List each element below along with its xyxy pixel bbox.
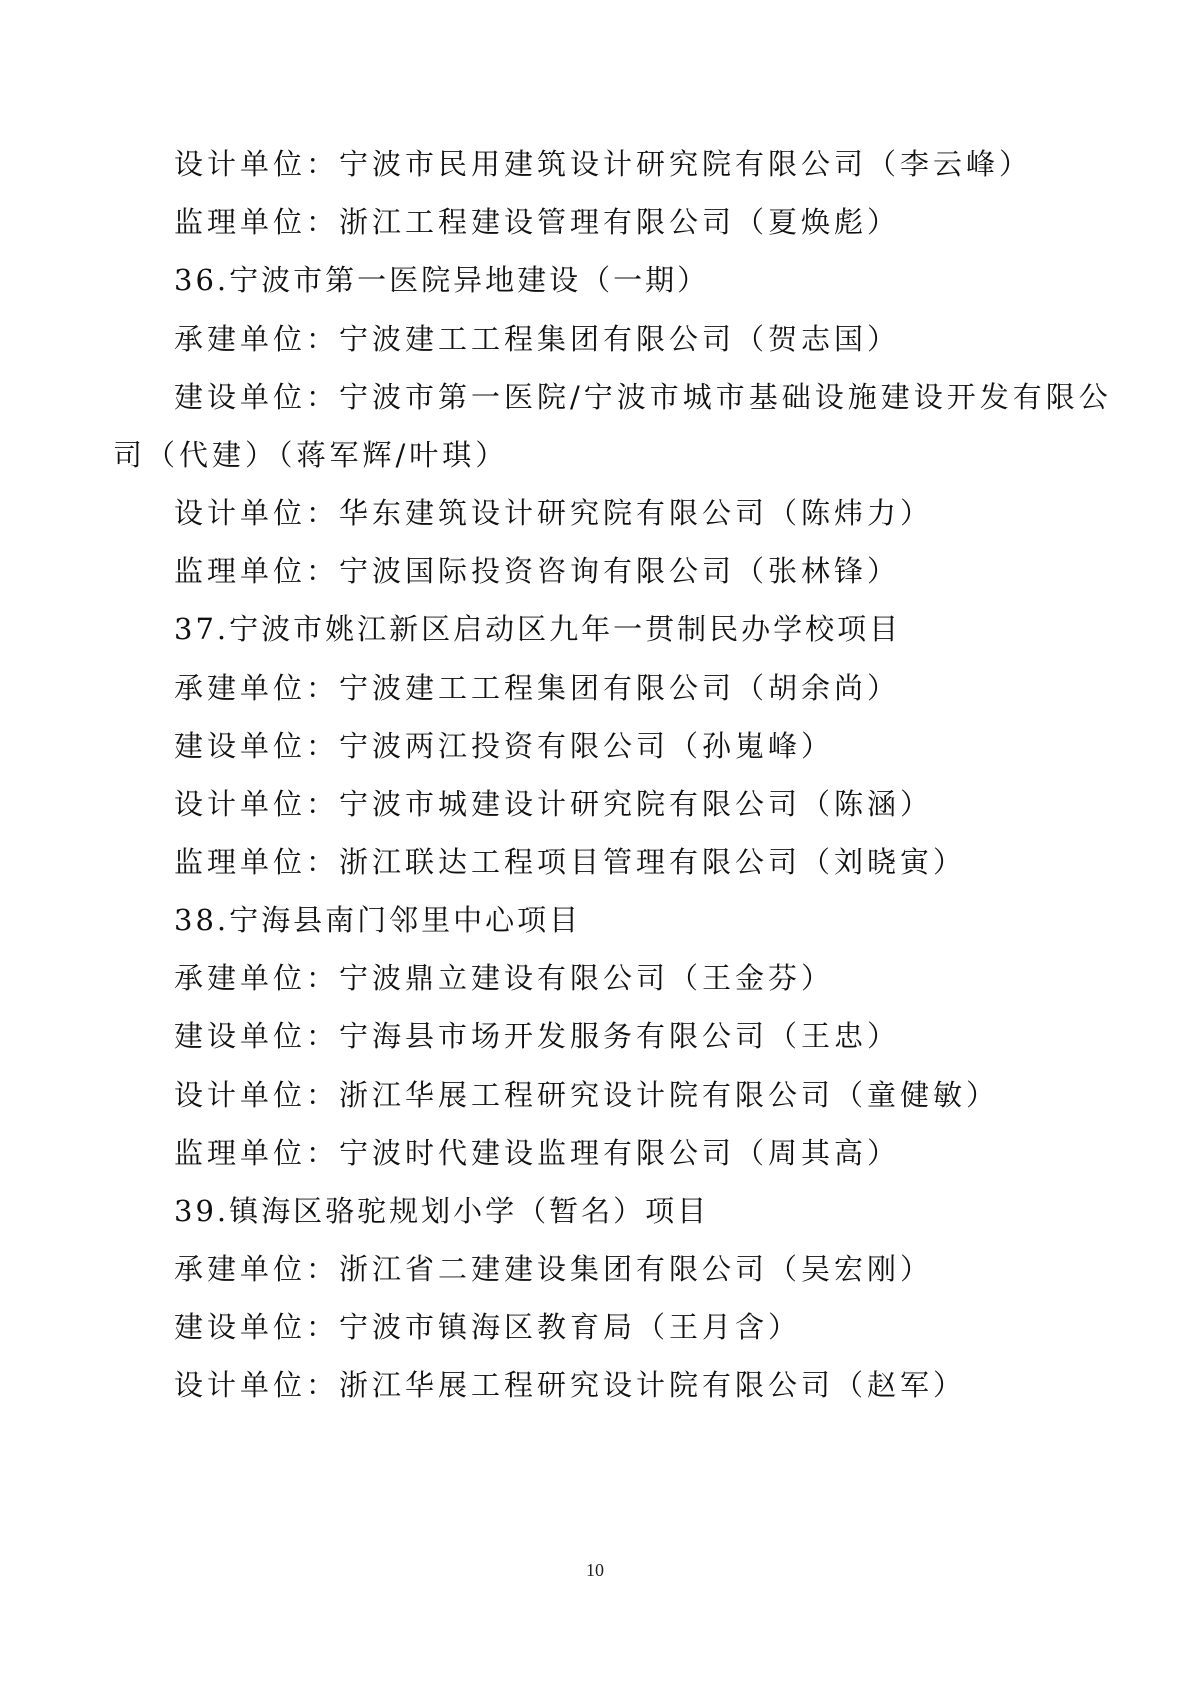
- designer-line: 设计单位：华东建筑设计研究院有限公司（陈炜力）: [174, 496, 934, 530]
- owner-line: 建设单位：宁海县市场开发服务有限公司（王忠）: [174, 1019, 901, 1053]
- designer-line: 设计单位：宁波市民用建筑设计研究院有限公司（李云峰）: [174, 147, 1033, 181]
- project-heading-38: 38.宁海县南门邻里中心项目: [174, 903, 582, 937]
- owner-line: 建设单位：宁波市镇海区教育局（王月含）: [174, 1310, 802, 1344]
- contractor-line: 承建单位：宁波建工工程集团有限公司（贺志国）: [174, 322, 901, 356]
- page-number: 10: [586, 1560, 604, 1580]
- project-heading-36: 36.宁波市第一医院异地建设（一期）: [174, 263, 710, 297]
- supervisor-line: 监理单位：浙江联达工程项目管理有限公司（刘晓寅）: [174, 845, 967, 879]
- supervisor-line: 监理单位：宁波时代建设监理有限公司（周其高）: [174, 1136, 901, 1170]
- owner-line: 建设单位：宁波市第一医院/宁波市城市基础设施建设开发有限公: [174, 380, 1112, 414]
- designer-line: 设计单位：宁波市城建设计研究院有限公司（陈涵）: [174, 787, 934, 821]
- owner-line-continued: 司（代建）（蒋军辉/叶琪）: [113, 438, 509, 472]
- owner-line: 建设单位：宁波两江投资有限公司（孙嵬峰）: [174, 729, 835, 763]
- supervisor-line: 监理单位：浙江工程建设管理有限公司（夏焕彪）: [174, 205, 901, 239]
- project-heading-37: 37.宁波市姚江新区启动区九年一贯制民办学校项目: [174, 612, 902, 646]
- contractor-line: 承建单位：宁波建工工程集团有限公司（胡余尚）: [174, 671, 901, 705]
- supervisor-line: 监理单位：宁波国际投资咨询有限公司（张林锋）: [174, 554, 901, 588]
- designer-line: 设计单位：浙江华展工程研究设计院有限公司（童健敏）: [174, 1078, 1000, 1112]
- contractor-line: 承建单位：浙江省二建建设集团有限公司（吴宏刚）: [174, 1252, 934, 1286]
- project-heading-39: 39.镇海区骆驼规划小学（暂名）项目: [174, 1194, 710, 1228]
- contractor-line: 承建单位：宁波鼎立建设有限公司（王金芬）: [174, 961, 835, 995]
- designer-line: 设计单位：浙江华展工程研究设计院有限公司（赵军）: [174, 1368, 967, 1402]
